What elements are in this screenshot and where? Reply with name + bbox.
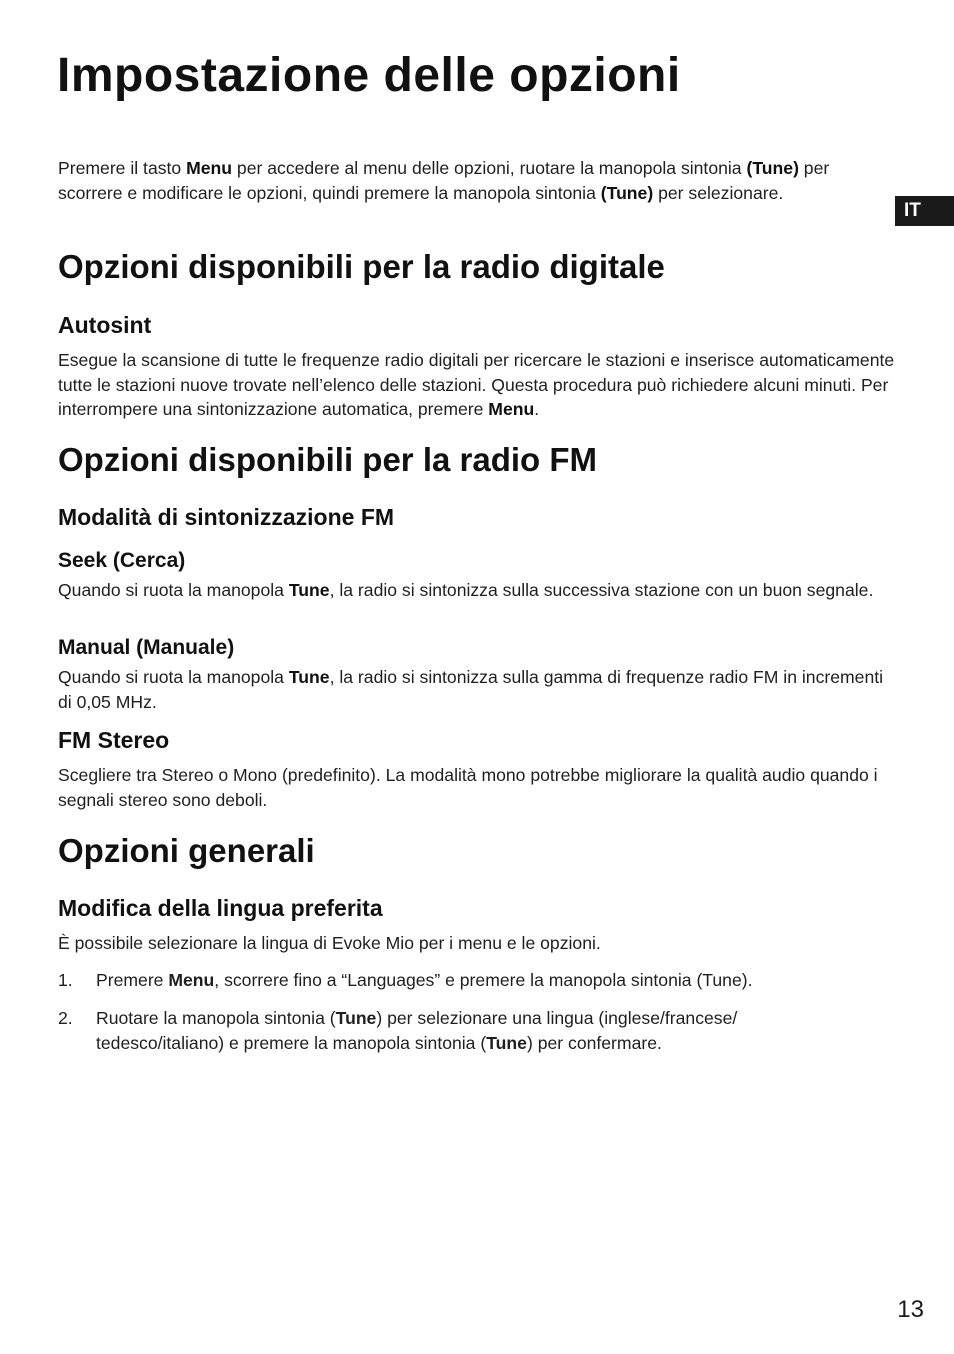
manual-description: Quando si ruota la manopola Tune, la radio si sintonizza sulla gamma di frequenze radio FM in incrementi di 0,05 MHz. xyxy=(58,667,884,712)
step-number: 1. xyxy=(58,970,73,990)
tune-key-label: (Tune) xyxy=(746,158,799,178)
fm-stereo-description: Scegliere tra Stereo o Mono (predefinito). La modalità mono potrebbe migliorare la qualità audio quando i segnali stereo sono deboli. xyxy=(58,765,878,810)
menu-key-label: Menu xyxy=(168,970,215,990)
section-heading-digital: Opzioni disponibili per la radio digitale xyxy=(58,248,665,285)
menu-key-label: Menu xyxy=(186,158,233,178)
tune-key-label: Tune xyxy=(486,1032,527,1053)
section-heading-fm: Opzioni disponibili per la radio FM xyxy=(58,441,598,478)
subheading-language: Modifica della lingua preferita xyxy=(58,895,383,921)
subheading-seek: Seek (Cerca) xyxy=(58,549,186,572)
page-title: Impostazione delle opzioni xyxy=(57,49,681,102)
intro-paragraph: Premere il tasto Menu per accedere al menu delle opzioni, ruotare la manopola sintonia (Tune) per scorrere e modificare le opzioni, quindi premere la manopola sintonia (Tune) per selezionare. xyxy=(58,158,830,203)
subheading-manual: Manual (Manuale) xyxy=(58,636,235,659)
subheading-autosint: Autosint xyxy=(58,312,152,338)
tune-key-label: (Tune) xyxy=(600,182,654,203)
tune-key-label: Tune xyxy=(335,1008,377,1028)
subheading-fm-stereo: FM Stereo xyxy=(58,727,170,753)
menu-key-label: Menu xyxy=(488,399,535,419)
step-text: Ruotare la manopola sintonia (Tune) per selezionare una lingua (inglese/francese/ tedesco/italiano) e premere la manopola sintonia (Tune) per confermare. xyxy=(96,1008,738,1053)
step-number: 2. xyxy=(58,1008,73,1028)
page-number: 13 xyxy=(897,1296,924,1323)
tune-key-label: Tune xyxy=(288,580,330,600)
section-heading-general: Opzioni generali xyxy=(58,832,315,869)
tune-key-label: Tune xyxy=(288,667,330,687)
subheading-fm-tuning-mode: Modalità di sintonizzazione FM xyxy=(58,504,395,530)
step-text: Premere Menu, scorrere fino a “Languages” e premere la manopola sintonia (Tune). xyxy=(96,970,753,990)
language-tab: IT xyxy=(895,196,954,226)
language-description: È possibile selezionare la lingua di Evoke Mio per i menu e le opzioni. xyxy=(58,933,601,953)
seek-description: Quando si ruota la manopola Tune, la radio si sintonizza sulla successiva stazione con un buon segnale. xyxy=(58,580,874,600)
autosint-description: Esegue la scansione di tutte le frequenze radio digitali per ricercare le stazioni e inserisce automaticamente tutte le stazioni nuove trovate nell’elenco delle stazioni. Questa procedura può richiedere alcuni minuti. Per interrompere una sintonizzazione automatica, premere Menu. xyxy=(58,350,895,419)
